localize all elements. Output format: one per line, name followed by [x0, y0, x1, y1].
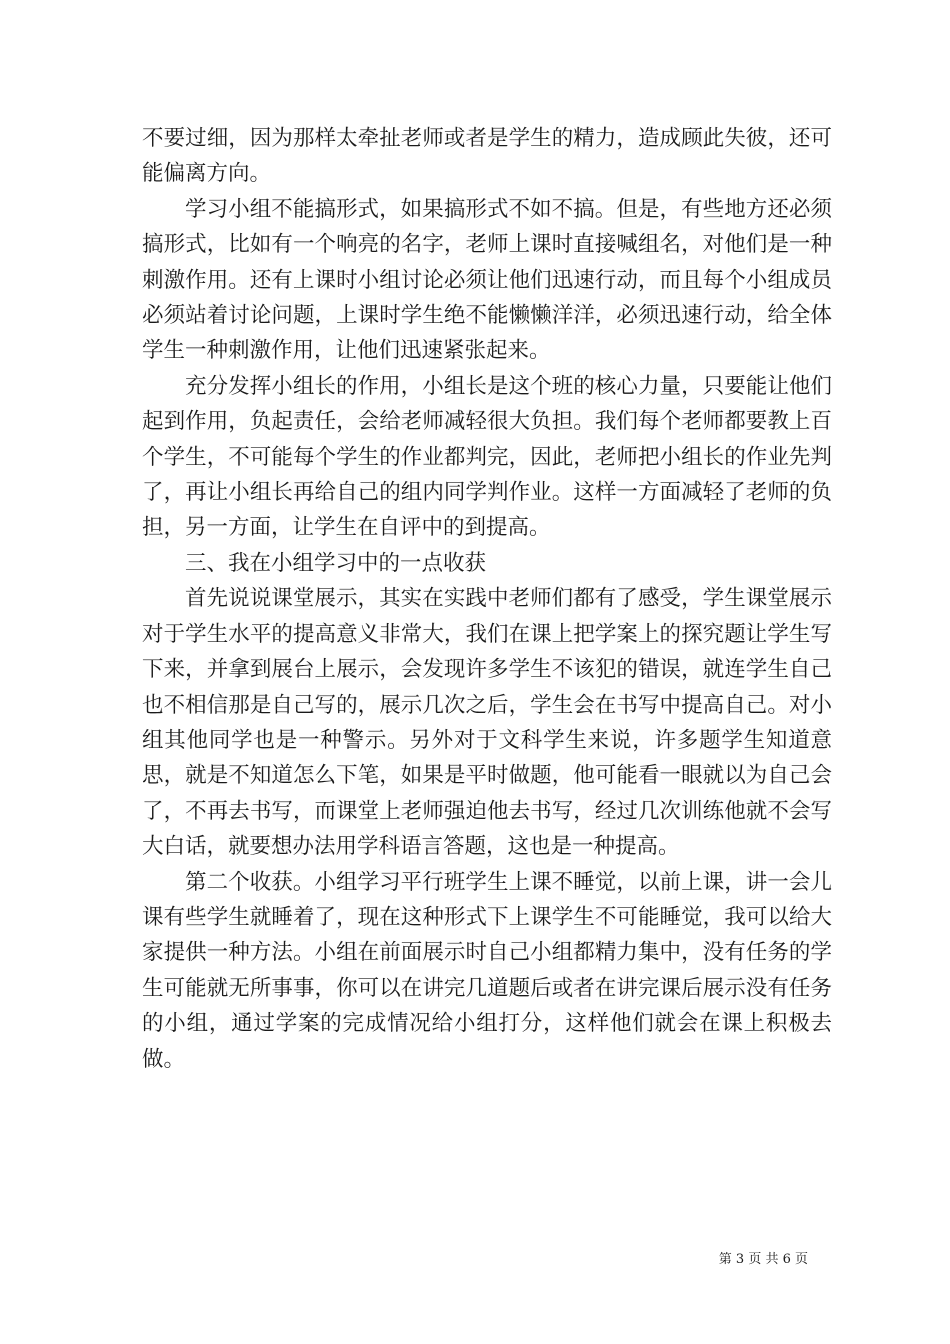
paragraph-study-group-form: 学习小组不能搞形式，如果搞形式不如不搞。但是，有些地方还必须搞形式，比如有一个响亮的名字，老师上课时直接喊组名，对他们是一种刺激作用。还有上课时小组讨论必须让他们迅速行动，而且每个小组成员必须站着讨论问题，上课时学生绝不能懒懒洋洋，必须迅速行动，给全体学生一种刺激作用，让他们迅速紧张起来。: [142, 196, 832, 364]
paragraph-continued: 不要过细，因为那样太牵扯老师或者是学生的精力，造成顾此失彼，还可能偏离方向。: [142, 126, 832, 187]
section-heading: 三、我在小组学习中的一点收获: [185, 550, 487, 576]
page-number-footer: 第 3 页 共 6 页: [718, 1252, 808, 1267]
document-body: [142, 121, 832, 1077]
paragraph-classroom-display: 首先说说课堂展示，其实在实践中老师们都有了感受，学生课堂展示对于学生水平的提高意义非常大，我们在课上把学案上的探究题让学生写下来，并拿到展台上展示，会发现许多学生不该犯的错误，就连学生自己也不相信那是自己写的，展示几次之后，学生会在书写中提高自己。对小组其他同学也是一种警示。另外对于文科学生来说，许多题学生知道意思，就是不知道怎么下笔，如果是平时做题，他可能看一眼就以为自己会了，不再去书写，而课堂上老师强迫他去书写，经过几次训练他就不会写大白话，就要想办法用学科语言答题，这也是一种提高。: [142, 586, 832, 860]
paragraph-group-leader: 充分发挥小组长的作用，小组长是这个班的核心力量，只要能让他们起到作用，负起责任，会给老师减轻很大负担。我们每个老师都要教上百个学生，不可能每个学生的作业都判完，因此，老师把小组长的作业先判了，再让小组长再给自己的组内同学判作业。这样一方面减轻了老师的负担，另一方面，让学生在自评中的到提高。: [142, 373, 832, 541]
paragraph-second-gain: 第二个收获。小组学习平行班学生上课不睡觉，以前上课，讲一会儿课有些学生就睡着了，现在这种形式下上课学生不可能睡觉，我可以给大家提供一种方法。小组在前面展示时自己小组都精力集中，没有任务的学生可能就无所事事，你可以在讲完几道题后或者在讲完课后展示没有任务的小组，通过学案的完成情况给小组打分，这样他们就会在课上积极去做。: [142, 869, 832, 1072]
